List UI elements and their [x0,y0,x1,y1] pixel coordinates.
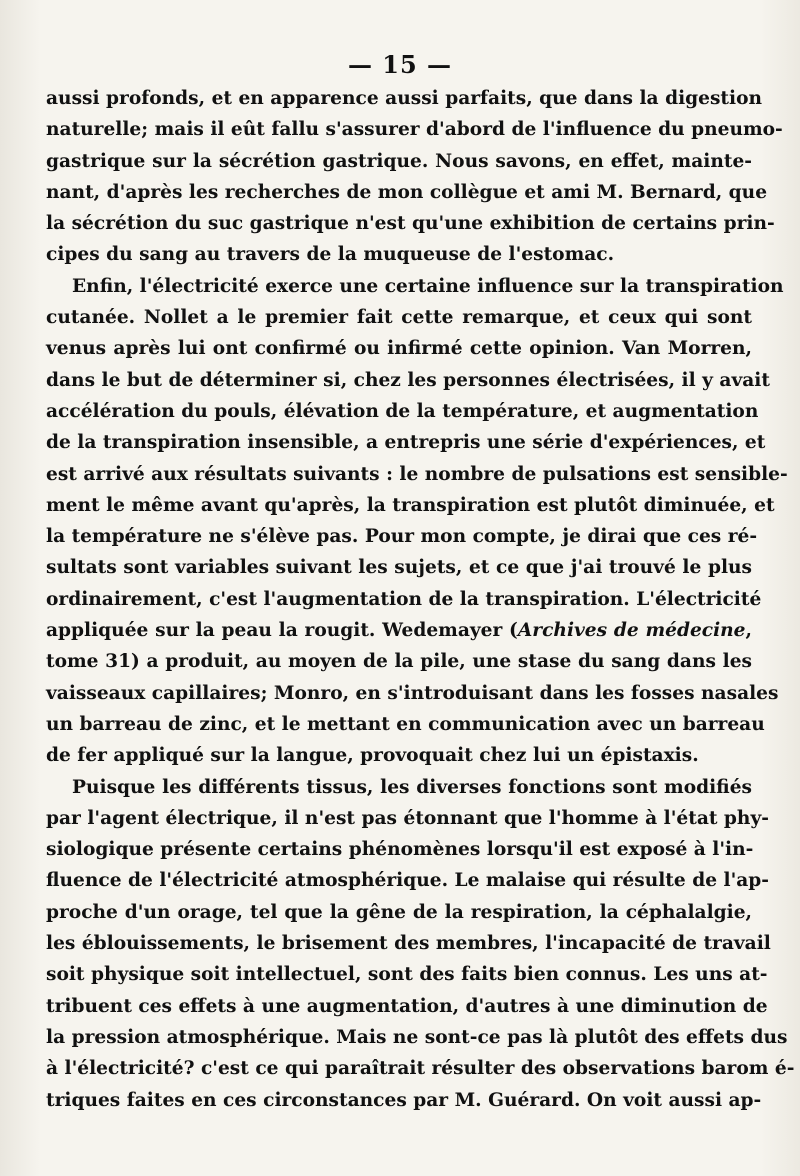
text-line-start: appliquée sur la peau la rougit. Wedemayer ( [46,620,518,642]
text-line: à l'électricité? c'est ce qui paraîtrait résulter des observations barom é- [46,1058,795,1080]
text-line [46,615,752,646]
text-line: accélération du pouls, élévation de la température, et augmentation [46,400,759,422]
body-text [46,83,795,1116]
text-line: gastrique sur la sécrétion gastrique. Nous savons, en effet, mainte- [46,150,752,172]
text-line: la sécrétion du suc gastrique n'est qu'une exhibition de certains prin- [46,213,775,235]
text-line: est arrivé aux résultats suivants : le nombre de pulsations est sensible- [46,463,788,485]
text-line: ment le même avant qu'après, la transpiration est plutôt diminuée, et [46,494,775,516]
text-line: Enfin, l'électricité exerce une certaine influence sur la transpiration [72,275,784,297]
text-line: cutanée. Nollet a le premier fait cette remarque, et ceux qui sont [46,307,752,329]
text-line: de fer appliqué sur la langue, provoquait chez lui un épistaxis. [46,745,699,767]
text-line: vaisseaux capillaires; Monro, en s'introduisant dans les fosses nasales [46,682,779,704]
text-line: proche d'un orage, tel que la gêne de la respiration, la céphalalgie, [46,901,752,923]
page-number: — 15 — [347,50,453,79]
text-line: sultats sont variables suivant les sujets, et ce que j'ai trouvé le plus [46,557,752,579]
text-line: ordinairement, c'est l'augmentation de la transpiration. L'électricité [46,588,762,610]
text-line: cipes du sang au travers de la muqueuse de l'estomac. [46,244,615,266]
text-line: la pression atmosphérique. Mais ne sont-ce pas là plutôt des effets dus [46,1026,788,1048]
text-line: triques faites en ces circonstances par M. Guérard. On voit aussi ap- [46,1089,762,1111]
journal-title: Archives de médecine [517,620,746,642]
text-line: la température ne s'élève pas. Pour mon compte, je dirai que ces ré- [46,526,758,548]
text-line: un barreau de zinc, et le mettant en communication avec un barreau [46,713,765,735]
text-line: les éblouissements, le brisement des membres, l'incapacité de travail [46,933,771,955]
text-line: venus après lui ont confirmé ou infirmé cette opinion. Van Morren, [46,338,752,360]
text-line: dans le but de déterminer si, chez les personnes électrisées, il y avait [46,369,770,391]
text-line: aussi profonds, et en apparence aussi parfaits, que dans la digestion [46,88,763,109]
text-line: soit physique soit intellectuel, sont des faits bien connus. Les uns at- [46,964,768,986]
text-line: par l'agent électrique, il n'est pas étonnant que l'homme à l'état phy- [46,807,769,829]
text-line: tome 31) a produit, au moyen de la pile, une stase du sang dans les [46,651,752,673]
text-line: fluence de l'électricité atmosphérique. Le malaise qui résulte de l'ap- [46,870,770,892]
text-line: Puisque les différents tissus, les diverses fonctions sont modifiés [72,776,752,798]
text-line-end: , [745,620,752,642]
text-line: nant, d'après les recherches de mon collègue et ami M. Bernard, que [46,181,768,203]
text-line: tribuent ces effets à une augmentation, d'autres à une diminution de [46,995,768,1017]
text-line: siologique présente certains phénomènes lorsqu'il est exposé à l'in- [46,839,754,861]
text-line: naturelle; mais il eût fallu s'assurer d'abord de l'influence du pneumo- [46,119,783,141]
text-line: de la transpiration insensible, a entrepris une série d'expériences, et [46,432,766,454]
